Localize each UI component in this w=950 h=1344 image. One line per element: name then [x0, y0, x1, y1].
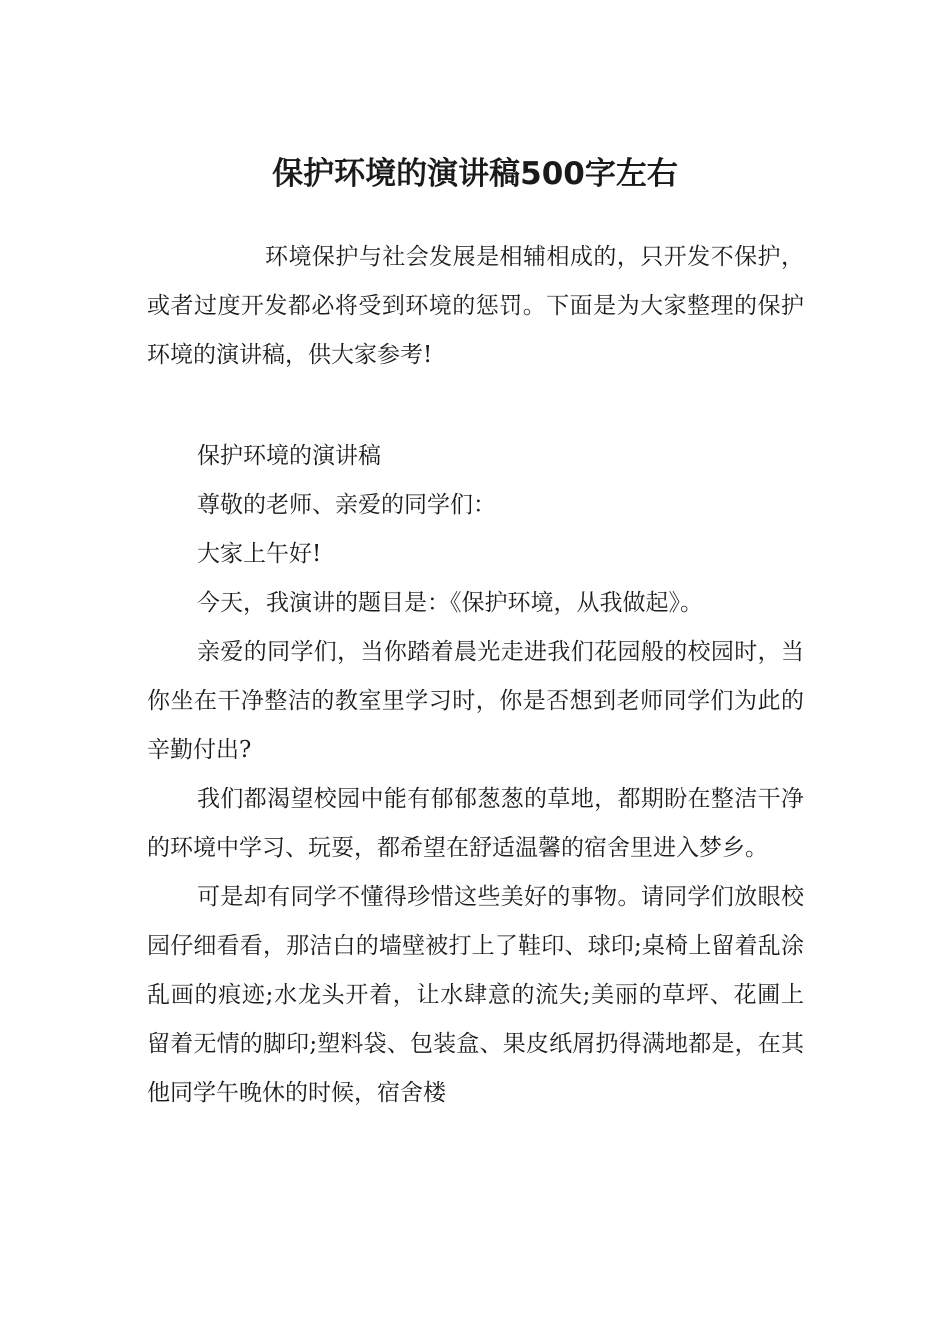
salutation: 尊敬的老师、亲爱的同学们：: [197, 492, 496, 518]
greeting: 大家上午好!: [197, 541, 322, 567]
body-paragraph: 我们都渴望校园中能有郁郁葱葱的草地，都期盼在整洁干净的环境中学习、玩耍，都希望在舒适温馨的宿舍里进入梦乡。: [147, 786, 804, 861]
speech-body: [147, 432, 804, 1118]
body-paragraph: 亲爱的同学们，当你踏着晨光走进我们花园般的校园时，当你坐在干净整洁的教室里学习时，你是否想到老师同学们为此的辛勤付出?: [147, 639, 804, 763]
speech-heading: 保护环境的演讲稿: [197, 443, 381, 469]
intro-paragraph: 环境保护与社会发展是相辅相成的，只开发不保护，或者过度开发都必将受到环境的惩罚。下面是为大家整理的保护环境的演讲稿，供大家参考!: [147, 244, 804, 368]
body-paragraph: 可是却有同学不懂得珍惜这些美好的事物。请同学们放眼校园仔细看看，那洁白的墙壁被打上了鞋印、球印;桌椅上留着乱涂乱画的痕迹;水龙头开着，让水肆意的流失;美丽的草坪、花圃上留着无情的脚印;塑料袋、包装盒、果皮纸屑扔得满地都是，在其他同学午晚休的时候，宿舍楼: [147, 884, 804, 1106]
speech-topic: 今天，我演讲的题目是：《保护环境，从我做起》。: [197, 590, 703, 616]
document-title: 保护环境的演讲稿500字左右: [272, 155, 678, 192]
